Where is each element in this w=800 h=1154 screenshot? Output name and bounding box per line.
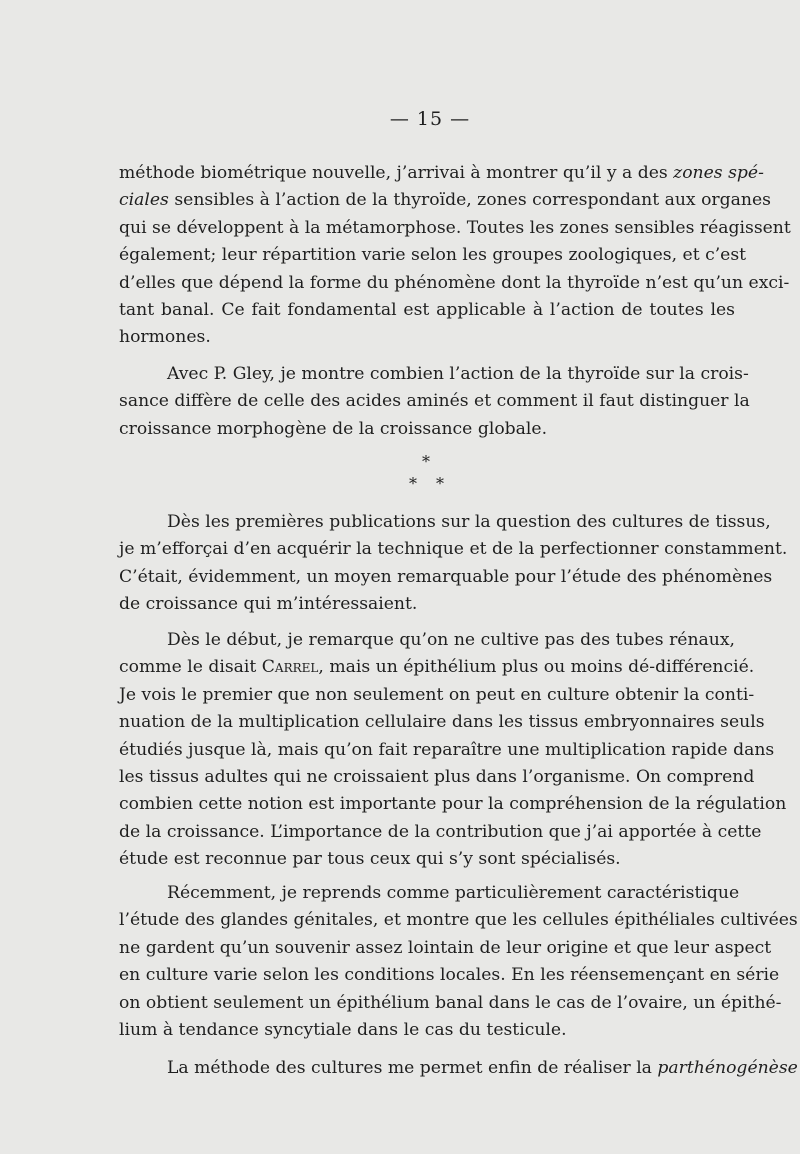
author-name: Carrel xyxy=(261,657,319,678)
text-line: en culture varie selon les conditions locales. En les réensemençant en série xyxy=(119,965,780,986)
page-number: — 15 — xyxy=(389,108,471,130)
text-line: ne gardent qu’un souvenir assez lointain de leur origine et que leur aspect xyxy=(119,937,772,958)
text-line: également; leur répartition varie selon les groupes zoologiques, et c’est xyxy=(119,245,747,266)
text-line: croissance morphogène de la croissance globale. xyxy=(119,418,548,439)
text-line: comme le disait Carrel, mais un épithélium plus ou moins dé-différencié. xyxy=(119,657,755,678)
asterism-divider xyxy=(400,452,456,492)
paragraph-1 xyxy=(119,160,791,352)
text-line: méthode biométrique nouvelle, j’arrivai à montrer qu’il y a des zones spé- xyxy=(119,163,764,183)
text-line: hormones. xyxy=(119,327,211,348)
text-line: étude est reconnue par tous ceux qui s’y sont spécialisés. xyxy=(119,849,621,870)
text-line: C’était, évidemment, un moyen remarquable pour l’étude des phénomènes xyxy=(119,566,773,587)
paragraph-2 xyxy=(119,361,750,443)
text-line: l’étude des glandes génitales, et montre que les cellules épithéliales cultivées xyxy=(119,910,798,931)
text-line: de croissance qui m’intéressaient. xyxy=(119,594,418,615)
paragraph-4 xyxy=(119,627,787,874)
text-line: tant banal. Ce fait fondamental est applicable à l’action de toutes les xyxy=(119,300,735,321)
text-line: Avec P. Gley, je montre combien l’action de la thyroïde sur la crois- xyxy=(167,364,749,384)
text-line: Je vois le premier que non seulement on peut en culture obtenir la conti- xyxy=(119,684,755,705)
paragraph-5 xyxy=(119,880,798,1044)
text-line: les tissus adultes qui ne croissaient plus dans l’organisme. On comprend xyxy=(119,767,755,788)
asterisk: * xyxy=(436,474,444,493)
paragraph-6 xyxy=(119,1055,798,1082)
text-line: sance diffère de celle des acides aminés et comment il faut distinguer la xyxy=(119,391,750,412)
text-line: d’elles que dépend la forme du phénomène dont la thyroïde n’est qu’un exci- xyxy=(119,272,790,293)
text-line: nuation de la multiplication cellulaire dans les tissus embryonnaires seuls xyxy=(119,712,765,733)
asterisk: * xyxy=(422,452,430,471)
text-line: Dès les premières publications sur la question des cultures de tissus, xyxy=(167,512,771,532)
paragraph-3 xyxy=(119,509,788,619)
asterisk: * xyxy=(409,474,417,493)
text-line: Récemment, je reprends comme particulièrement caractéristique xyxy=(167,883,740,903)
text-line: étudiés jusque là, mais qu’on fait reparaître une multiplication rapide dans xyxy=(119,739,775,760)
text-line: Dès le début, je remarque qu’on ne cultive pas des tubes rénaux, xyxy=(167,630,735,650)
text-line: de la croissance. L’importance de la contribution que j’ai apportée à cette xyxy=(119,821,762,842)
text-line: qui se développent à la métamorphose. Toutes les zones sensibles réagissent xyxy=(119,217,791,238)
text-line: La méthode des cultures me permet enfin de réaliser la parthénogénèse xyxy=(167,1058,798,1078)
text-line: on obtient seulement un épithélium banal dans le cas de l’ovaire, un épithé- xyxy=(119,992,782,1013)
text-line: combien cette notion est importante pour la compréhension de la régulation xyxy=(119,794,787,815)
text-line: je m’efforçai d’en acquérir la technique et de la perfectionner constamment. xyxy=(119,539,788,560)
text-line: lium à tendance syncytiale dans le cas du testicule. xyxy=(119,1020,567,1041)
text-line: ciales sensibles à l’action de la thyroïde, zones correspondant aux organes xyxy=(119,190,771,211)
